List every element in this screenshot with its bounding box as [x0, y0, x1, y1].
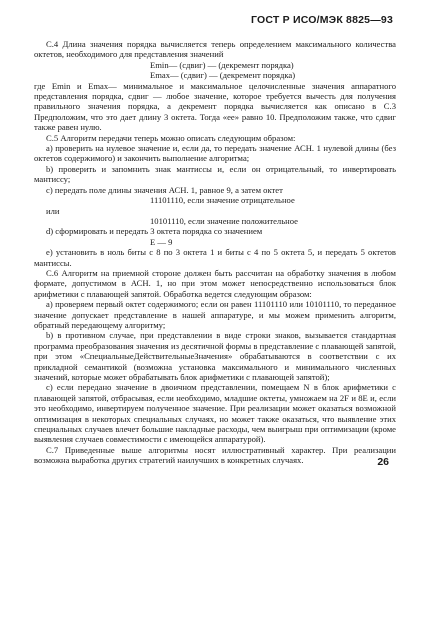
paragraph-c5-b: b) проверить и запомнить знак мантиссы и, если он отрицательный, то инвертировать мантиссу;	[34, 163, 396, 185]
paragraph-c5-e: е) установить в ноль биты с 8 по 3 октета 1 и биты с 4 по 5 октета 5, и передать 5 октетов мантиссы.	[34, 247, 396, 268]
formula-emin: Emin— (сдвиг) — (декремент порядка)	[150, 59, 294, 70]
octet-negative: 11101110, если значение отрицательное	[150, 195, 295, 206]
page-number: 26	[377, 456, 389, 468]
standard-header: ГОСТ Р ИСО/МЭК 8825—93	[251, 14, 393, 26]
formula-emax: Emax— (сдвиг) — (декремент порядка)	[150, 70, 296, 81]
paragraph-c7: С.7 Приведенные выше алгоритмы носят иллюстративный характер. При реализации возможна выработка других стратегий наилучших в конкретных случаях.	[34, 444, 396, 466]
paragraph-c4: С.4 Длина значения порядка вычисляется теперь определением максимального количества октетов, необходимого для представления значений	[34, 39, 396, 60]
paragraph-c6-a: а) проверяем первый октет содержимого; если он равен 11101110 или 10101110, то переданное значение допускает представление в нашей аппаратуре, и мы можем применить алгоритм, обратный передающему алгоритму;	[34, 299, 396, 330]
octet-positive: 10101110, если значение положительное	[150, 215, 298, 226]
body-text	[34, 39, 396, 466]
paragraph-c5-c: с) передать поле длины значения АСН. 1, равное 9, а затем октет	[46, 184, 283, 195]
paragraph-c6: С.6 Алгоритм на приемной стороне должен быть рассчитан на обработку значения в любом формате, допустимом в АСН. 1, но при этом может непосредственно использоваться блок арифметики с плавающей запятой. Обработка ведется следующим образом:	[34, 267, 396, 299]
paragraph-where: где Emin и Emax— минимальное и максимальное целочисленные значения аппаратного представления порядка, сдвиг — любое значение, которое требуется вычесть для получения правильного значения порядка, а декремент порядка вычисляется как описано в С.3 Предположим, что это дает длину 3 октета. Тогда «ее» равно 10. Предположим также, что сдвиг также равен нулю.	[34, 80, 396, 133]
paragraph-c6-b: b) в противном случае, при представлении в виде строки знаков, вызывается стандартная программа преобразования значения из десятичной формы в представление с плавающей запятой, при этом «СпециальныеДействительныеЗначения» обрабатываются в соответствии с их прикладной семантикой (возможна установка максимального и минимального численных значений, которые может обрабатывать блок арифметики с плавающей запятой);	[34, 330, 396, 382]
paragraph-c5: С.5 Алгоритм передачи теперь можно описать следующим образом:	[46, 132, 296, 143]
or-label: или	[46, 205, 60, 216]
paragraph-c6-c: с) если передано значение в двоичном представлении, помещаем N в блок арифметики с плавающей запятой, отбрасывая, если необходимо, младшие октеты, умножаем на 2F и 8E и, если это необходимо, инвертируем полученное значение. При реализации может оказаться возможной оптимизация в некоторых специальных случаях, но может также оказаться, что выявление этих специальных случаев влечет большие накладные расходы, чем выигрыш при оптимизации (кроме выявления случаев совместимости с имеющейся аппаратурой).	[34, 382, 396, 445]
paragraph-c5-a: а) проверить на нулевое значение и, если да, то передать значение АСН. 1 нулевой длины (без октетов содержимого) и закончить выполнение алгоритма;	[34, 143, 396, 164]
paragraph-c5-d: d) сформировать и передать 3 октета порядка со значением	[46, 226, 263, 237]
formula-e9: E — 9	[150, 236, 173, 247]
